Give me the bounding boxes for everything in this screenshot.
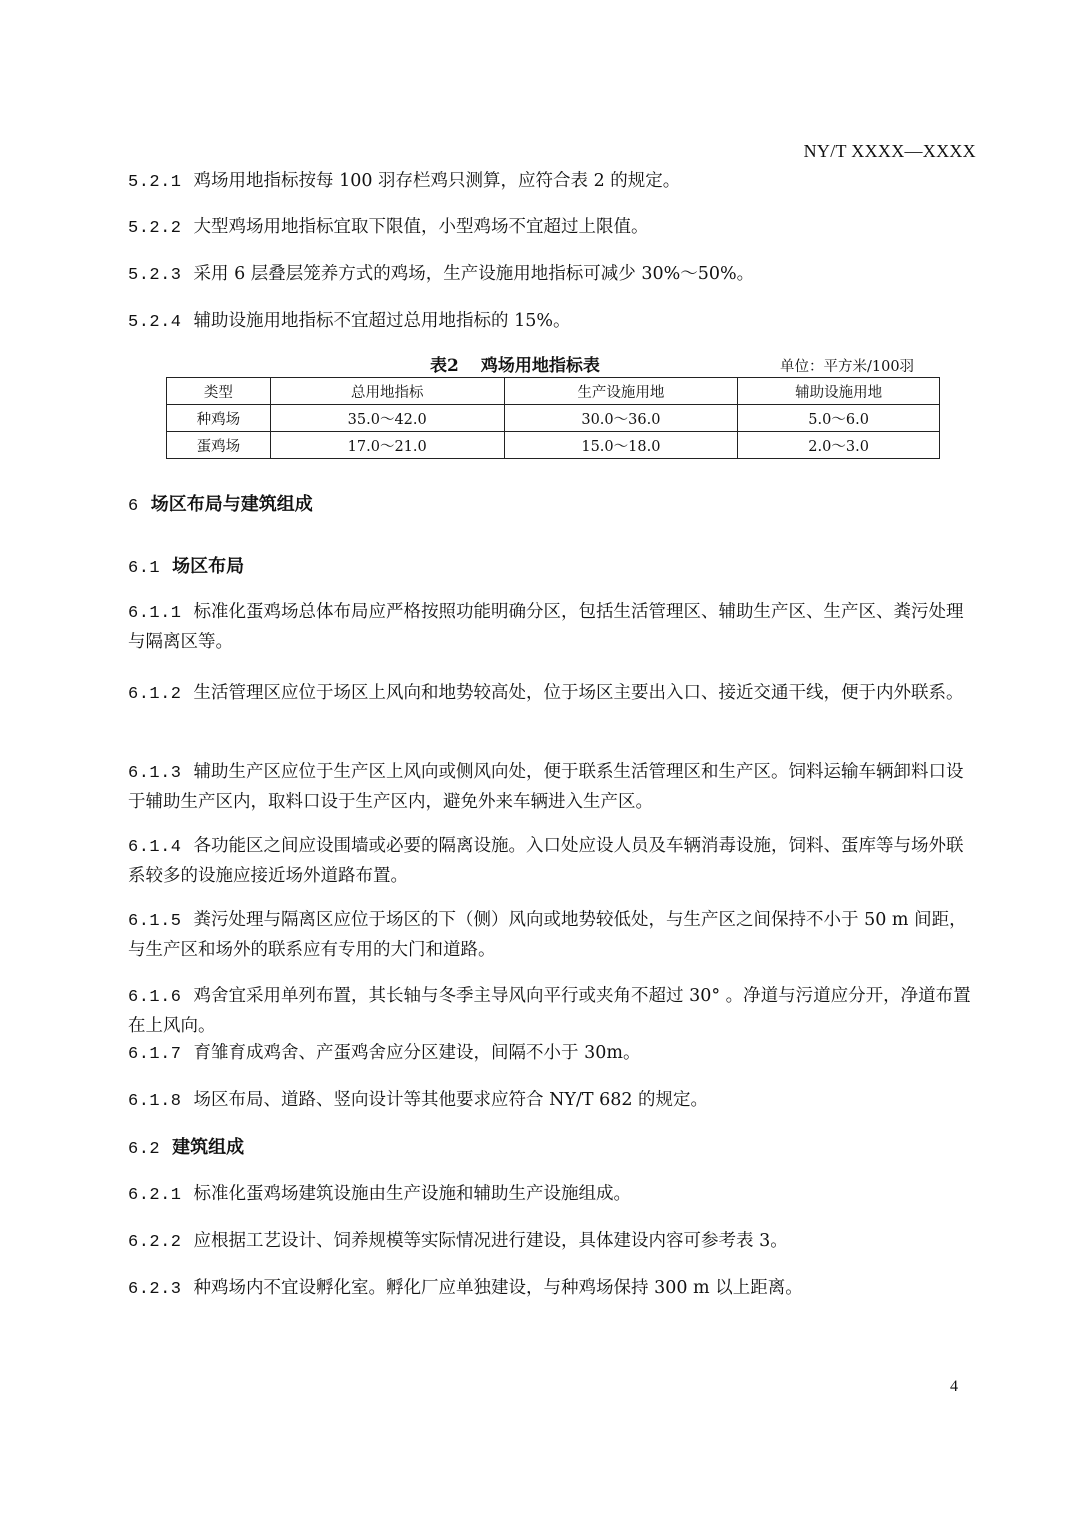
- table-header-row: [167, 378, 940, 405]
- clause-5-2-1: [128, 167, 976, 197]
- clause-number: 6.1.1: [128, 604, 182, 623]
- table-unit: 单位：平方米/100羽: [780, 359, 915, 375]
- section-heading-6-2: [128, 1133, 244, 1159]
- clause-text: 辅助生产区应位于生产区上风向或侧风向处，便于联系生活管理区和生产区。饲料运输车辆卸料口设于辅助生产区内，取料口设于生产区内，避免外来车辆进入生产区。: [128, 762, 964, 812]
- clause-6-1-7: [128, 1039, 976, 1069]
- table-cell: 种鸡场: [167, 405, 271, 432]
- table-cell: 30.0～36.0: [504, 405, 738, 432]
- section-title: 场区布局与建筑组成: [150, 494, 313, 515]
- clause-number: 6.1.7: [128, 1045, 182, 1064]
- clause-number: 6.1.8: [128, 1092, 182, 1111]
- clause-text: 种鸡场内不宜设孵化室。孵化厂应单独建设，与种鸡场保持 300 m 以上距离。: [193, 1278, 803, 1298]
- table-cell: 2.0～3.0: [738, 432, 940, 459]
- clause-text: 场区布局、道路、竖向设计等其他要求应符合 NY/T 682 的规定。: [193, 1090, 709, 1110]
- clause-number: 6.1.3: [128, 764, 182, 783]
- clause-text: 应根据工艺设计、饲养规模等实际情况进行建设，具体建设内容可参考表 3。: [193, 1231, 788, 1251]
- table-cell: 5.0～6.0: [738, 405, 940, 432]
- clause-6-1-6: [128, 982, 976, 1041]
- table-row: [167, 405, 940, 432]
- table-cell: 17.0～21.0: [270, 432, 504, 459]
- table-title: 鸡场用地指标表: [480, 356, 600, 376]
- clause-number: 5.2.4: [128, 313, 182, 332]
- clause-text: 鸡场用地指标按每 100 羽存栏鸡只测算，应符合表 2 的规定。: [193, 171, 681, 191]
- section-title: 场区布局: [172, 556, 245, 577]
- clause-6-2-3: [128, 1274, 976, 1304]
- section-number: 6.1: [128, 559, 161, 578]
- section-number: 6.2: [128, 1140, 161, 1159]
- table-cell: 蛋鸡场: [167, 432, 271, 459]
- clause-number: 6.1.6: [128, 988, 182, 1007]
- clause-text: 鸡舍宜采用单列布置，其长轴与冬季主导风向平行或夹角不超过 30° 。净道与污道应分开，净道布置在上风向。: [128, 986, 971, 1036]
- document-code-header: NY/T XXXX—XXXX: [803, 141, 976, 161]
- clause-text: 采用 6 层叠层笼养方式的鸡场，生产设施用地指标可减少 30%～50%。: [193, 264, 755, 284]
- clause-6-2-1: [128, 1180, 976, 1210]
- table-label: 表2: [430, 356, 459, 376]
- clause-number: 6.2.1: [128, 1186, 182, 1205]
- clause-text: 育雏育成鸡舍、产蛋鸡舍应分区建设，间隔不小于 30m。: [193, 1043, 641, 1063]
- clause-6-1-2: [128, 679, 976, 709]
- clause-5-2-3: [128, 260, 976, 290]
- land-use-index-table: [166, 377, 940, 459]
- clause-number: 6.1.4: [128, 838, 182, 857]
- clause-text: 粪污处理与隔离区应位于场区的下（侧）风向或地势较低处，与生产区之间保持不小于 50 m 间距，与生产区和场外的联系应有专用的大门和道路。: [128, 910, 967, 960]
- clause-6-1-3: [128, 758, 976, 817]
- clause-number: 6.2.3: [128, 1280, 182, 1299]
- table-cell: 15.0～18.0: [504, 432, 738, 459]
- clause-text: 生活管理区应位于场区上风向和地势较高处，位于场区主要出入口、接近交通干线，便于内外联系。: [193, 683, 964, 703]
- table-row: [167, 432, 940, 459]
- clause-text: 各功能区之间应设围墙或必要的隔离设施。入口处应设人员及车辆消毒设施，饲料、蛋库等与场外联系较多的设施应接近场外道路布置。: [128, 836, 964, 886]
- clause-6-1-5: [128, 906, 976, 965]
- clause-number: 6.1.5: [128, 912, 182, 931]
- page-number: 4: [950, 1378, 958, 1395]
- clause-number: 5.2.1: [128, 173, 182, 192]
- clause-number: 5.2.2: [128, 219, 182, 238]
- section-title: 建筑组成: [172, 1137, 245, 1158]
- section-heading-6: [128, 490, 313, 516]
- clause-6-1-8: [128, 1086, 976, 1116]
- clause-text: 标准化蛋鸡场建筑设施由生产设施和辅助生产设施组成。: [193, 1184, 632, 1204]
- section-number: 6: [128, 497, 139, 516]
- header-cell: 辅助设施用地: [738, 378, 940, 405]
- table-caption: [430, 351, 600, 376]
- clause-number: 6.1.2: [128, 685, 182, 704]
- clause-text: 标准化蛋鸡场总体布局应严格按照功能明确分区，包括生活管理区、辅助生产区、生产区、粪污处理与隔离区等。: [128, 602, 964, 652]
- clause-5-2-2: [128, 213, 976, 243]
- clause-number: 6.2.2: [128, 1233, 182, 1252]
- header-cell: 类型: [167, 378, 271, 405]
- clause-6-1-1: [128, 598, 976, 657]
- table-cell: 35.0～42.0: [270, 405, 504, 432]
- clause-text: 辅助设施用地指标不宜超过总用地指标的 15%。: [193, 311, 571, 331]
- clause-number: 5.2.3: [128, 266, 182, 285]
- clause-6-2-2: [128, 1227, 976, 1257]
- clause-text: 大型鸡场用地指标宜取下限值，小型鸡场不宜超过上限值。: [193, 217, 649, 237]
- clause-6-1-4: [128, 832, 976, 891]
- header-cell: 生产设施用地: [504, 378, 738, 405]
- header-cell: 总用地指标: [270, 378, 504, 405]
- section-heading-6-1: [128, 552, 244, 578]
- clause-5-2-4: [128, 307, 976, 337]
